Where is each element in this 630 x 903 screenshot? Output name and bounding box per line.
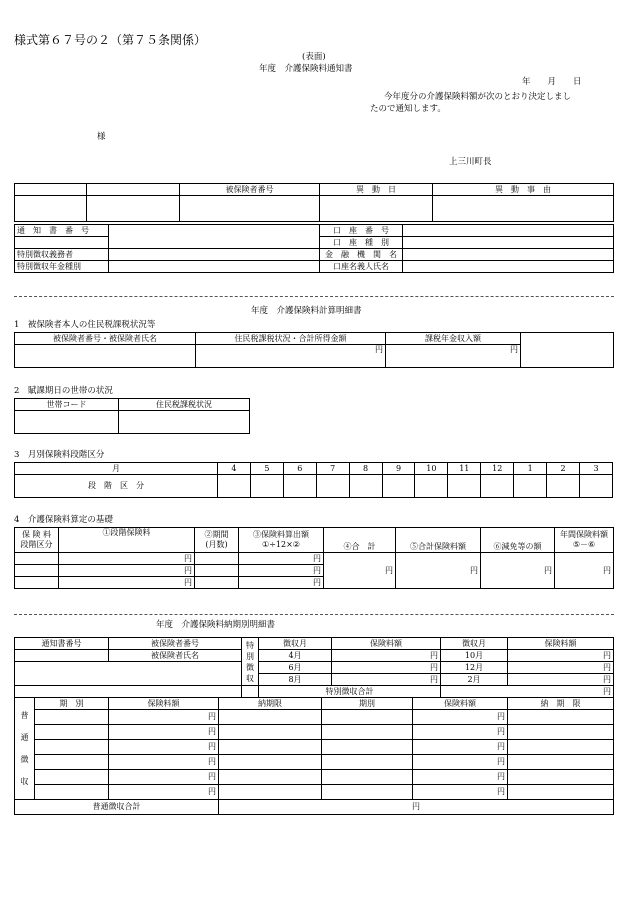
month-col: 10 (415, 463, 448, 475)
annual-premium-header-line2: ⑤－⑥ (572, 540, 596, 549)
month-col: 3 (579, 463, 612, 475)
yen-unit: 円 (109, 740, 219, 755)
account-number-label: 口 座 番 号 (320, 225, 403, 237)
reduction-header: ⑥減免等の額 (481, 528, 555, 553)
due-header: 納期限 (219, 698, 322, 710)
ordinary-collection-table (14, 697, 614, 815)
yen-unit: 円 (386, 345, 521, 368)
premium-header: 保険料額 (109, 698, 219, 710)
household-tax-header: 住民税課税状況 (119, 399, 250, 411)
yen-unit: 円 (59, 553, 195, 565)
yen-unit: 円 (59, 565, 195, 577)
month-col: 11 (448, 463, 481, 475)
section-1-title: 1 被保険者本人の住民税課税状況等 (14, 320, 156, 330)
yen-unit: 円 (396, 553, 481, 589)
calc-title: 年度 介護保険料計算明細書 (251, 306, 362, 316)
side-label: (表面) (302, 52, 326, 62)
yen-unit: 円 (413, 770, 508, 785)
special-collection-label (242, 638, 259, 686)
yen-unit: 円 (413, 710, 508, 725)
special-month: 6月 (259, 662, 332, 674)
special-month: 2月 (441, 674, 508, 686)
yen-unit: 円 (219, 800, 614, 815)
yen-unit: 円 (109, 710, 219, 725)
premium-basis-table (14, 527, 614, 589)
ordinary-collection-label (15, 698, 35, 800)
collect-month-header: 徴収月 (441, 638, 508, 650)
ordinary-total-label: 普通徴収合計 (15, 800, 219, 815)
tax-status-table (14, 332, 614, 368)
payment-title: 年度 介護保険料納期別明細書 (156, 620, 276, 630)
yen-unit: 円 (109, 755, 219, 770)
ordinary-char: 通 (20, 732, 29, 742)
period-header: 期別 (322, 698, 413, 710)
period-header: 期 別 (35, 698, 109, 710)
cut-line-1 (14, 296, 614, 297)
collect-month-header: 徴収月 (259, 638, 332, 650)
premium-header: 保険料額 (508, 638, 614, 650)
stage-premium-header: ①段階保険料 (59, 528, 195, 553)
insured-no-header: 被保険者番号 (109, 638, 242, 650)
yen-unit: 円 (441, 686, 614, 698)
month-header: 月 (15, 463, 218, 475)
section-3-title: 3 月別保険料段階区分 (14, 450, 105, 460)
special-char: 特 (246, 640, 254, 650)
yen-unit: 円 (332, 662, 441, 674)
month-col: 5 (250, 463, 283, 475)
special-pension-label: 特別徴収年金種別 (15, 261, 109, 273)
period-header (195, 528, 239, 553)
month-col: 2 (547, 463, 580, 475)
household-table (14, 398, 250, 434)
ordinary-char: 収 (20, 776, 29, 786)
month-col: 4 (218, 463, 251, 475)
yen-unit: 円 (555, 553, 614, 589)
month-col: 1 (514, 463, 547, 475)
premium-header: 保険料額 (332, 638, 441, 650)
account-type-label: 口 座 種 別 (320, 237, 403, 249)
tax-income-header: 住民税課税状況・合計所得金額 (196, 333, 386, 345)
yen-unit: 円 (508, 662, 614, 674)
section-2-title: 2 賦課期日の世帯の状況 (14, 386, 113, 396)
yen-unit: 円 (332, 650, 441, 662)
insured-name-header: 被保険者氏名 (109, 650, 242, 662)
month-col: 12 (481, 463, 514, 475)
premium-header: 保険料額 (413, 698, 508, 710)
notice-number-label: 通 知 書 番 号 (15, 225, 109, 237)
annual-premium-header-line1: 年間保険料額 (560, 530, 608, 539)
special-month: 8月 (259, 674, 332, 686)
yen-unit: 円 (109, 785, 219, 800)
yen-unit: 円 (508, 650, 614, 662)
special-obligor-label: 特別徴収義務者 (15, 249, 109, 261)
yen-unit: 円 (508, 674, 614, 686)
yen-unit: 円 (239, 565, 324, 577)
change-reason-header: 異 動 事 由 (433, 184, 614, 196)
stage-row-label: 段 階 区 分 (15, 475, 218, 498)
special-char: 収 (246, 673, 254, 683)
ordinary-char: 普 (20, 710, 29, 720)
month-col: 7 (316, 463, 349, 475)
special-char: 徴 (246, 662, 254, 672)
ordinary-char: 徴 (20, 754, 29, 764)
yen-unit: 円 (413, 740, 508, 755)
special-char: 別 (246, 651, 254, 661)
stage-class-header (15, 528, 59, 553)
insured-id-name-header: 被保険者番号・被保険者氏名 (15, 333, 196, 345)
insured-number-header: 被保険者番号 (180, 184, 320, 196)
total-premium-header: ⑤合計保険料額 (396, 528, 481, 553)
yen-unit: 円 (332, 674, 441, 686)
due-header: 納 期 限 (508, 698, 614, 710)
yen-unit: 円 (109, 770, 219, 785)
special-collection-table (14, 637, 614, 698)
issue-date: 年 月 日 (522, 77, 582, 87)
pension-income-header: 課税年金収入額 (386, 333, 521, 345)
special-month: 10月 (441, 650, 508, 662)
calc-amount-header (239, 528, 324, 553)
message-line-1: 今年度分の介護保険料額が次のとおり決定しまし (384, 92, 572, 102)
month-col: 9 (382, 463, 415, 475)
notice-title: 年度 介護保険料通知書 (259, 64, 353, 74)
period-header-line1: ②期間 (204, 530, 229, 539)
stage-class-header-line1: 保 険 料 (21, 530, 52, 539)
section-4-title: 4 介護保険料算定の基礎 (14, 515, 113, 525)
yen-unit: 円 (239, 553, 324, 565)
month-col: 8 (349, 463, 382, 475)
notice-no-header: 通知書番号 (15, 638, 109, 650)
subtotal-header: ④合 計 (324, 528, 396, 553)
household-code-header: 世帯コード (15, 399, 119, 411)
form-title: 様式第６７号の２（第７５条関係） (14, 33, 207, 47)
yen-unit: 円 (239, 577, 324, 589)
yen-unit: 円 (59, 577, 195, 589)
yen-unit: 円 (413, 725, 508, 740)
yen-unit: 円 (413, 785, 508, 800)
monthly-stage-table (14, 462, 613, 498)
issuer: 上三川町長 (449, 157, 492, 167)
message-line-2: たので通知します。 (370, 104, 446, 114)
yen-unit: 円 (196, 345, 386, 368)
special-month: 4月 (259, 650, 332, 662)
yen-unit: 円 (324, 553, 396, 589)
special-month: 12月 (441, 662, 508, 674)
account-holder-label: 口座名義人氏名 (320, 261, 403, 273)
account-table (14, 224, 614, 273)
month-col: 6 (283, 463, 316, 475)
change-date-header: 異 動 日 (320, 184, 433, 196)
yen-unit: 円 (413, 755, 508, 770)
addressee-suffix: 様 (97, 132, 106, 142)
stage-class-header-line2: 段階区分 (20, 540, 53, 549)
calc-amount-header-line1: ③保険料算出額 (253, 530, 309, 539)
yen-unit: 円 (109, 725, 219, 740)
bank-name-label: 金 融 機 関 名 (320, 249, 403, 261)
yen-unit: 円 (481, 553, 555, 589)
cut-line-2 (14, 614, 614, 615)
info-table (14, 183, 614, 222)
special-total-label: 特別徴収合計 (259, 686, 441, 698)
annual-premium-header (555, 528, 614, 553)
period-header-line2: (月数) (205, 540, 228, 549)
calc-amount-header-line2: ①÷12×② (262, 540, 300, 549)
